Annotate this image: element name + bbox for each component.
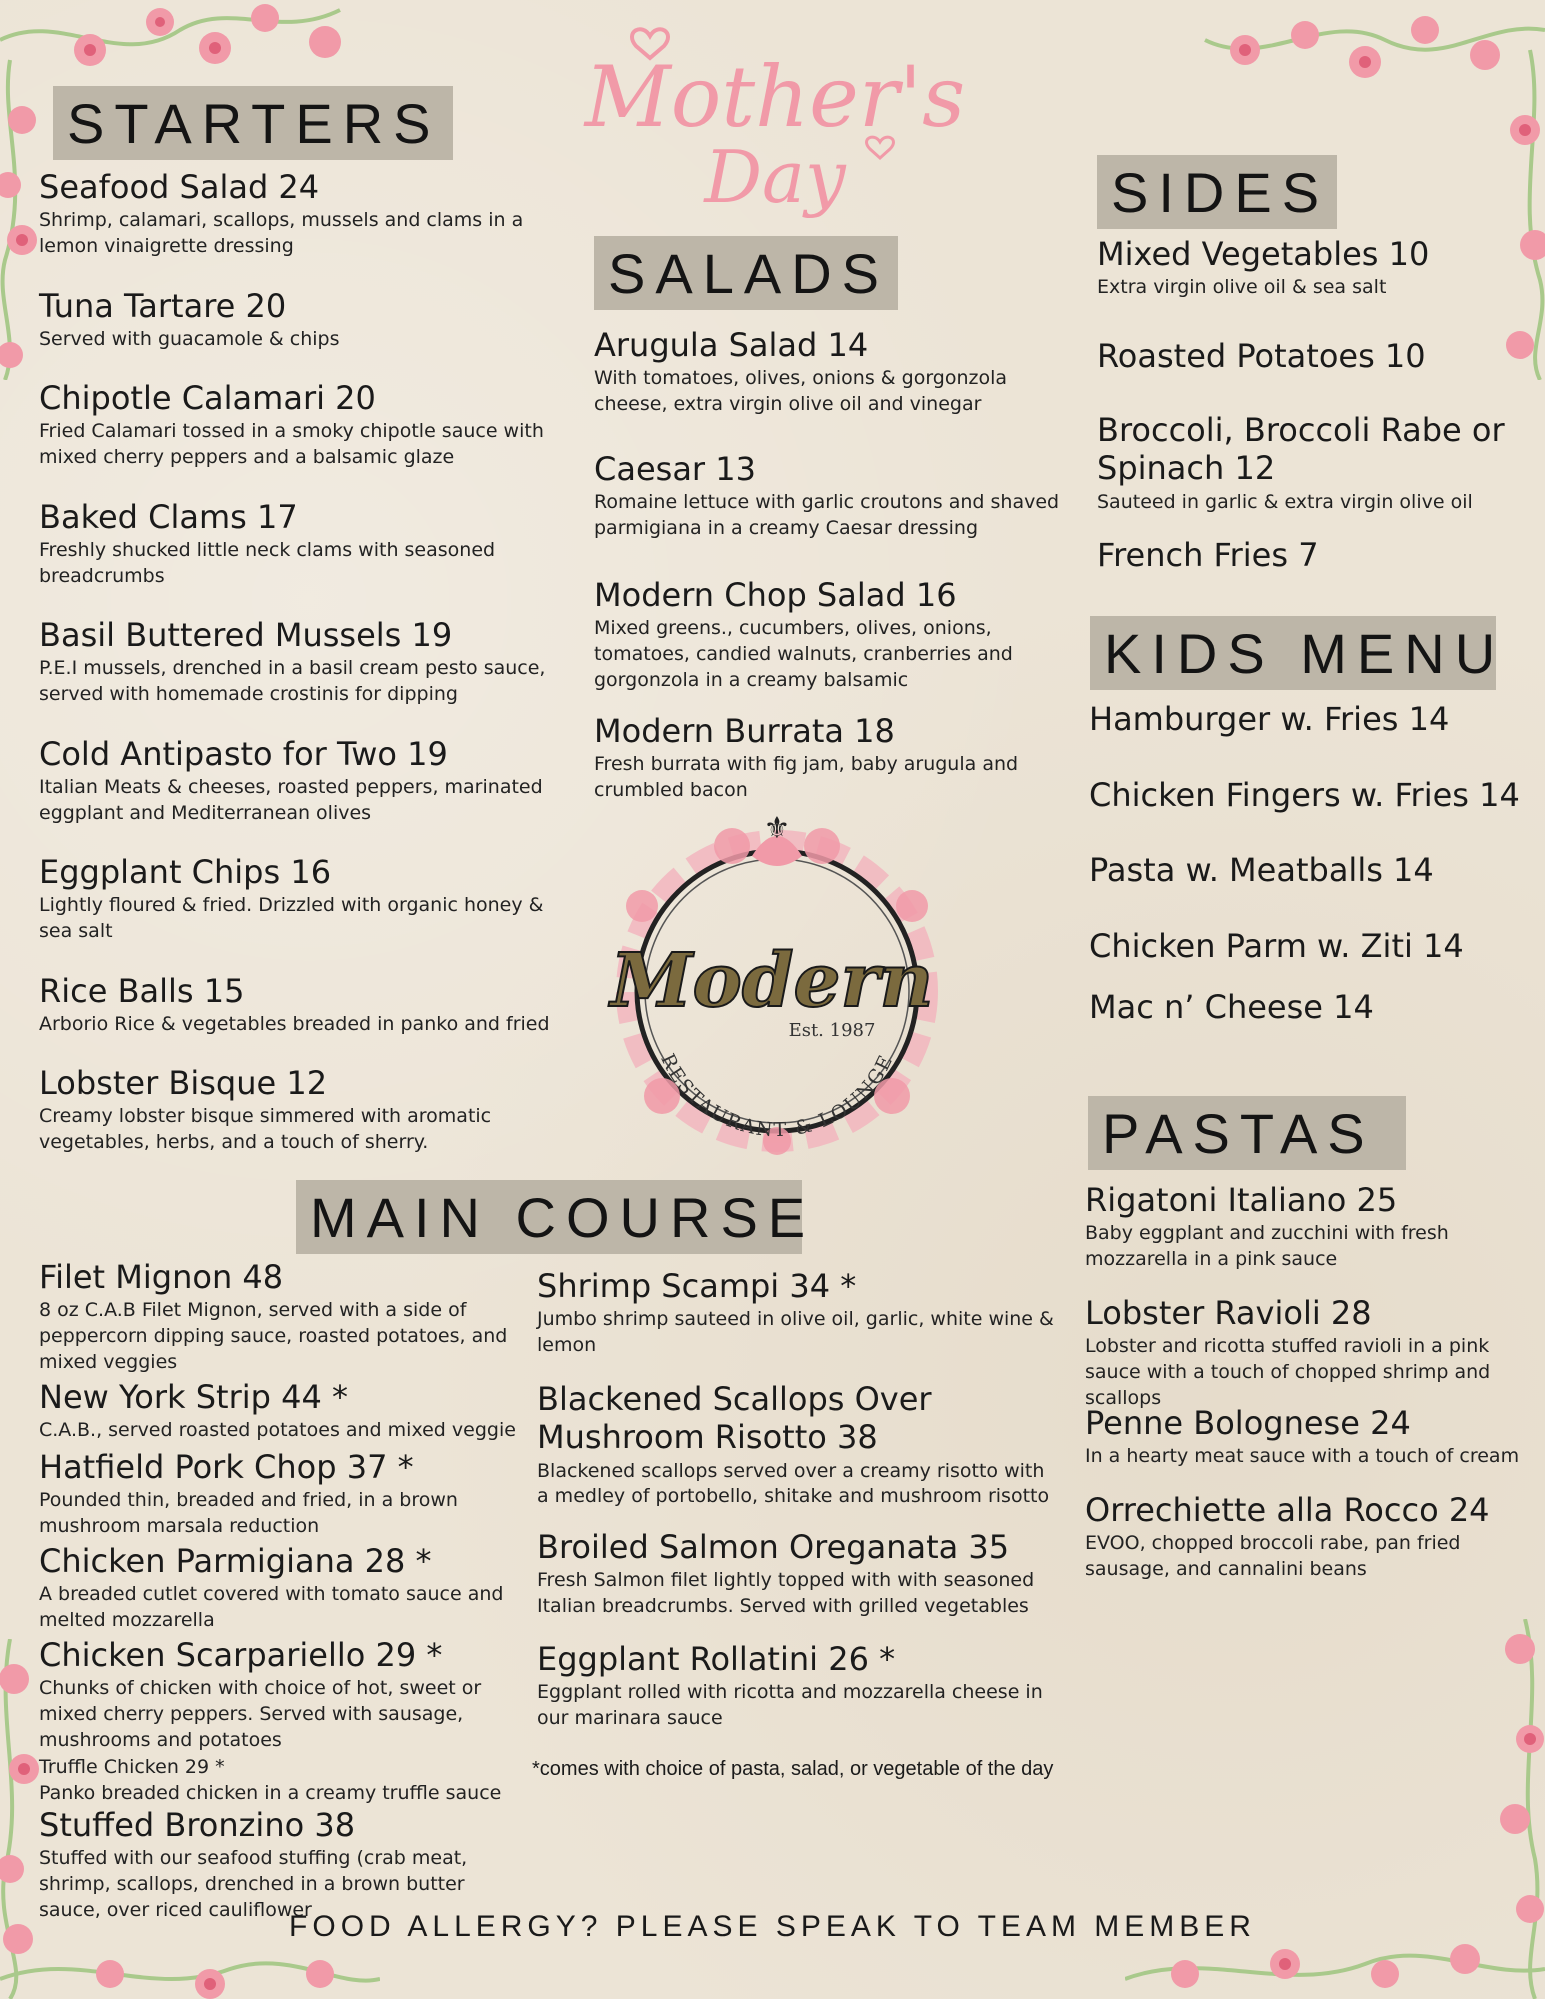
menu-item: [39, 1542, 529, 1634]
menu-item-description: Freshly shucked little neck clams with seasoned breadcrumbs: [39, 539, 496, 588]
menu-item-description: Romaine lettuce with garlic croutons and shaved parmigiana in a creamy Caesar dressing: [594, 491, 1060, 540]
menu-item-name: Stuffed Bronzino 38: [39, 1806, 356, 1844]
menu-item: [1097, 235, 1507, 301]
svg-text:⚜: ⚜: [763, 811, 791, 846]
menu-item-name: Lobster Ravioli 28: [1085, 1294, 1372, 1332]
menu-item: [39, 287, 579, 353]
menu-item-name: Roasted Potatoes 10: [1097, 337, 1426, 375]
menu-item-extra-description: Panko breaded chicken in a creamy truffle sauce: [39, 1781, 502, 1804]
menu-item-description: Lightly floured & fried. Drizzled with organic honey & sea salt: [39, 894, 544, 943]
sides-heading: SIDES: [1097, 155, 1337, 229]
menu-item: [594, 576, 1084, 693]
pastas-heading: PASTAS: [1088, 1096, 1406, 1170]
menu-item-name: Cold Antipasto for Two 19: [39, 735, 448, 773]
menu-item-description: Arborio Rice & vegetables breaded in panko and fried: [39, 1013, 550, 1036]
menu-item: [39, 1448, 529, 1540]
menu-item-description: Served with guacamole & chips: [39, 328, 340, 351]
menu-item: [39, 1806, 529, 1923]
menu-item-description: Baby eggplant and zucchini with fresh mozzarella in a pink sauce: [1085, 1222, 1449, 1271]
menu-item: [594, 450, 1084, 542]
menu-item-description: Sauteed in garlic & extra virgin olive oil: [1097, 490, 1473, 513]
menu-item-name: Pasta w. Meatballs 14: [1089, 851, 1434, 889]
menu-item-name: Blackened Scallops Over Mushroom Risotto 38: [537, 1380, 932, 1457]
menu-item: [594, 712, 1084, 804]
menu-item-description: Mixed greens., cucumbers, olives, onions, tomatoes, candied walnuts, cranberries and gorgonzola in a creamy balsamic: [594, 617, 1013, 691]
menu-item: [1089, 851, 1509, 889]
main-course-heading: MAIN COURSE: [296, 1180, 802, 1254]
menu-item-name: Modern Chop Salad 16: [594, 576, 957, 614]
menu-item-extra-name: Truffle Chicken 29 *: [39, 1756, 225, 1779]
menu-item-description: Extra virgin olive oil & sea salt: [1097, 276, 1387, 299]
menu-item-description: Pounded thin, breaded and fried, in a brown mushroom marsala reduction: [39, 1489, 458, 1538]
menu-item-description: Italian Meats & cheeses, roasted peppers, marinated eggplant and Mediterranean olives: [39, 776, 543, 825]
menu-item-name: Seafood Salad 24: [39, 168, 320, 206]
menu-item-description: Fresh burrata with fig jam, baby arugula and crumbled bacon: [594, 753, 1019, 802]
menu-item: [1085, 1181, 1540, 1273]
menu-item-description: Creamy lobster bisque simmered with aromatic vegetables, herbs, and a touch of sherry.: [39, 1105, 492, 1154]
menu-item-name: Chicken Scarpariello 29 *: [39, 1636, 443, 1674]
menu-item-name: Eggplant Rollatini 26 *: [537, 1640, 896, 1678]
menu-item: [1085, 1294, 1540, 1411]
menu-item: [39, 379, 579, 471]
menu-item-name: Hamburger w. Fries 14: [1089, 700, 1450, 738]
menu-item-description: Jumbo shrimp sauteed in olive oil, garlic, white wine & lemon: [537, 1308, 1054, 1357]
menu-item-name: Chicken Parmigiana 28 *: [39, 1542, 432, 1580]
menu-item-name: Chicken Parm w. Ziti 14: [1089, 927, 1464, 965]
menu-item-name: Hatfield Pork Chop 37 *: [39, 1448, 414, 1486]
menu-item-name: French Fries 7: [1097, 536, 1319, 574]
menu-item-description: EVOO, chopped broccoli rabe, pan fried sausage, and cannalini beans: [1085, 1532, 1461, 1581]
menu-item-name: Mixed Vegetables 10: [1097, 235, 1430, 273]
menu-item: [39, 853, 579, 945]
menu-item: [594, 326, 1084, 418]
menu-item-description: A breaded cutlet covered with tomato sauce and melted mozzarella: [39, 1583, 504, 1632]
menu-item: [537, 1640, 1057, 1732]
menu-item-name: Chipotle Calamari 20: [39, 379, 376, 417]
menu-item-description: Fresh Salmon filet lightly topped with with seasoned Italian breadcrumbs. Served with grilled vegetables: [537, 1569, 1035, 1618]
menu-item: [39, 1258, 529, 1375]
menu-item-name: Mac n’ Cheese 14: [1089, 988, 1374, 1026]
svg-text:Day: Day: [704, 135, 846, 219]
menu-item: [1097, 411, 1507, 515]
menu-item: [537, 1528, 1057, 1620]
svg-text:Modern: Modern: [610, 938, 934, 1024]
svg-text:Mother's: Mother's: [584, 48, 966, 146]
starters-heading: STARTERS: [53, 86, 453, 160]
menu-item-description: Chunks of chicken with choice of hot, sweet or mixed cherry peppers. Served with sausage, mushrooms and potatoes: [39, 1677, 482, 1751]
menu-item-name: Rigatoni Italiano 25: [1085, 1181, 1398, 1219]
menu-item-description: Lobster and ricotta stuffed ravioli in a pink sauce with a touch of chopped shrimp and scallops: [1085, 1335, 1491, 1409]
menu-item: [39, 168, 579, 260]
modern-restaurant-logo: [582, 796, 972, 1156]
menu-item: [1085, 1404, 1540, 1470]
menu-item-name: Arugula Salad 14: [594, 326, 869, 364]
menu-item-description: P.E.I mussels, drenched in a basil cream pesto sauce, served with homemade crostinis for dipping: [39, 657, 546, 706]
menu-item: [1089, 700, 1509, 738]
menu-item: [39, 498, 579, 590]
menu-item-description: Eggplant rolled with ricotta and mozzarella cheese in our marinara sauce: [537, 1681, 1043, 1730]
menu-item: [1089, 988, 1509, 1026]
menu-item-description: With tomatoes, olives, onions & gorgonzola cheese, extra virgin olive oil and vinegar: [594, 367, 1008, 416]
menu-item-name: Orrechiette alla Rocco 24: [1085, 1491, 1490, 1529]
kids-menu-heading: KIDS MENU: [1090, 616, 1496, 690]
menu-item: [1097, 337, 1507, 375]
menu-item: [1085, 1491, 1540, 1583]
menu-item: [39, 972, 579, 1038]
menu-item-name: Tuna Tartare 20: [39, 287, 287, 325]
menu-item-name: Modern Burrata 18: [594, 712, 895, 750]
menu-item-description: Blackened scallops served over a creamy risotto with a medley of portobello, shitake and mushroom risotto: [537, 1459, 1050, 1508]
menu-item-name: Eggplant Chips 16: [39, 853, 332, 891]
menu-item: [537, 1267, 1057, 1359]
menu-item-name: Filet Mignon 48: [39, 1258, 284, 1296]
menu-item-description: In a hearty meat sauce with a touch of cream: [1085, 1445, 1520, 1468]
menu-item: [39, 1064, 579, 1156]
menu-item: [1097, 536, 1507, 574]
menu-item: [39, 1378, 529, 1444]
menu-item-description: 8 oz C.A.B Filet Mignon, served with a side of peppercorn dipping sauce, roasted potatoes, and mixed veggies: [39, 1299, 508, 1373]
menu-item: [39, 616, 579, 708]
menu-item-name: Penne Bolognese 24: [1085, 1404, 1411, 1442]
menu-item-description: C.A.B., served roasted potatoes and mixed veggie: [39, 1419, 516, 1442]
menu-item-description: Shrimp, calamari, scallops, mussels and clams in a lemon vinaigrette dressing: [39, 209, 524, 258]
menu-item-description: Stuffed with our seafood stuffing (crab meat, shrimp, scallops, drenched in a brown butter sauce, over riced cauliflower: [39, 1847, 468, 1921]
menu-item-name: Broiled Salmon Oreganata 35: [537, 1528, 1010, 1566]
menu-item-name: Broccoli, Broccoli Rabe or Spinach 12: [1097, 411, 1505, 488]
menu-item-name: New York Strip 44 *: [39, 1378, 348, 1416]
menu-item: [39, 1636, 529, 1807]
menu-item-name: Lobster Bisque 12: [39, 1064, 328, 1102]
main-course-footnote: *comes with choice of pasta, salad, or vegetable of the day: [532, 1758, 1054, 1780]
food-allergy-notice: FOOD ALLERGY? PLEASE SPEAK TO TEAM MEMBER: [289, 1910, 1256, 1943]
menu-item: [39, 735, 579, 827]
menu-item: [1089, 776, 1520, 814]
menu-item-name: Rice Balls 15: [39, 972, 245, 1010]
svg-text:Est. 1987: Est. 1987: [788, 1020, 876, 1041]
svg-text:RESTAURANT & LOUNGE: RESTAURANT & LOUNGE: [656, 1050, 898, 1142]
menu-item-name: Chicken Fingers w. Fries 14: [1089, 776, 1520, 814]
menu-item-name: Caesar 13: [594, 450, 756, 488]
mothers-day-title: [580, 14, 970, 224]
salads-heading: SALADS: [594, 236, 898, 310]
menu-item-name: Baked Clams 17: [39, 498, 298, 536]
menu-item-name: Basil Buttered Mussels 19: [39, 616, 453, 654]
menu-item: [537, 1380, 1057, 1510]
menu-item-description: Fried Calamari tossed in a smoky chipotle sauce with mixed cherry peppers and a balsamic glaze: [39, 420, 544, 469]
menu-item-name: Shrimp Scampi 34 *: [537, 1267, 857, 1305]
menu-item: [1089, 927, 1509, 965]
